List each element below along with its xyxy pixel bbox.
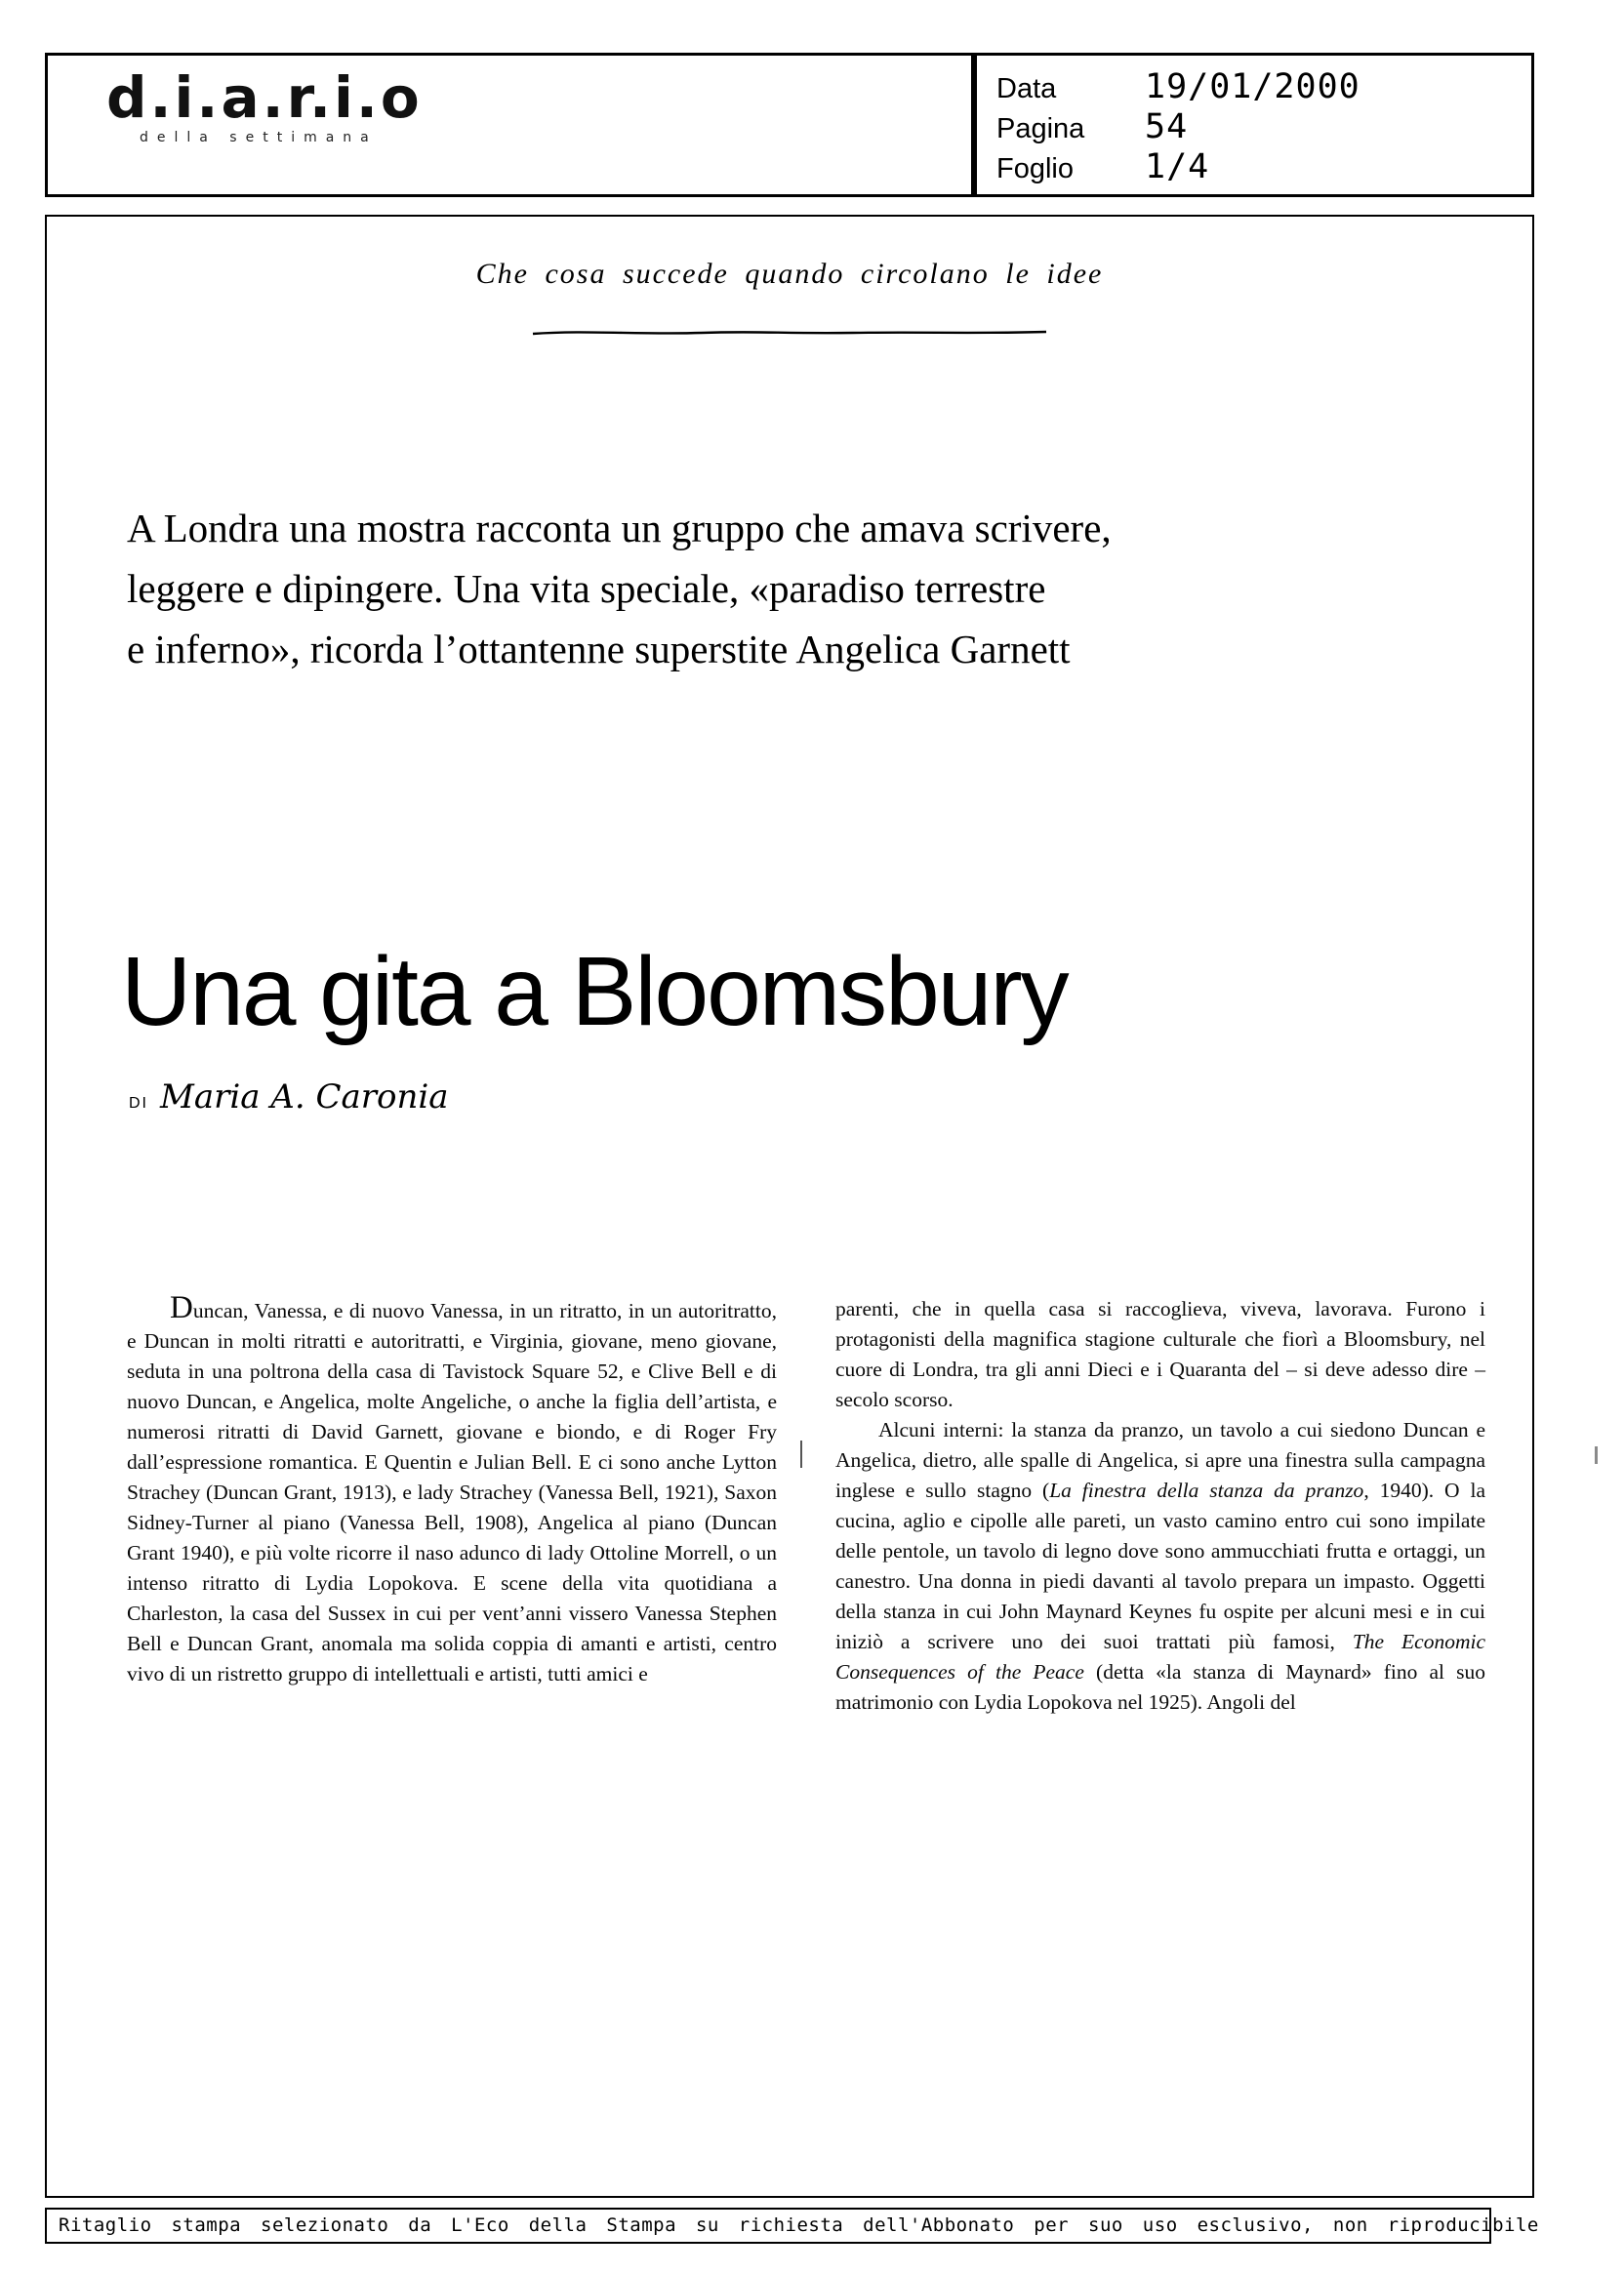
article-paragraph	[835, 1415, 1485, 1718]
standfirst-line-2: leggere e dipingere. Una vita speciale, «paradiso terrestre	[127, 566, 1046, 611]
byline-prefix: DI	[129, 1095, 148, 1112]
diario-logo-subtext: della settimana	[140, 130, 378, 145]
initial-cap: D	[170, 1290, 193, 1325]
standfirst-line-1: A Londra una mostra racconta un gruppo che amava scrivere,	[127, 506, 1112, 550]
paragraph-segment: , 1940). O la cucina, aglio e cipolle alle pareti, un vasto camino entro cui sono impilate delle pentole, un tavolo di legno dove sono ammucchiati frutta e ortaggi, un canestro. Una donna in piedi davanti al tavolo prepara un impasto. Oggetti della stanza in cui John Maynard Keynes fu ospite per alcuni mesi e in cui iniziò a scrivere uno dei suoi trattati più famosi,	[835, 1479, 1485, 1653]
clipping-footer-notice: Ritaglio stampa selezionato da L'Eco della Stampa su richiesta dell'Abbonato per suo uso esclusivo, non riproducibile	[45, 2208, 1491, 2244]
kicker: Che cosa succede quando circolano le idee	[475, 258, 1104, 290]
paragraph-segment: parenti, che in quella casa si raccoglieva, viveva, lavorava. Furono i protagonisti della magnifica stagione culturale che fiorì a Bloomsbury, nel cuore di Londra, tra gli anni Dieci e i Quaranta del – si deve adesso dire – secolo scorso.	[835, 1297, 1485, 1411]
body-column-right	[835, 1294, 1485, 1718]
byline	[129, 1077, 449, 1117]
meta-row-pagina	[996, 107, 1531, 147]
meta-value-data: 19/01/2000	[1145, 67, 1360, 106]
meta-value-foglio: 1/4	[1145, 147, 1210, 186]
masthead-box	[45, 53, 974, 197]
clipping-meta-box	[974, 53, 1534, 197]
paragraph-segment: (detta «la stanza di Maynard» fino al suo matrimonio con Lydia Lopokova nel 1925). Angoli del	[835, 1660, 1486, 1714]
body-column-left	[127, 1290, 777, 1718]
paragraph-segment: Alcuni interni: la stanza da pranzo, un tavolo a cui siedono Duncan e Angelica, dietro, alle spalle di Angelica, si apre una finestra sulla campagna inglese e sullo stagno (	[835, 1418, 1485, 1502]
headline: Una gita a Bloomsbury	[121, 937, 1068, 1046]
paragraph-segment: uncan, Vanessa, e di nuovo Vanessa, in un ritratto, in un autoritratto, e Duncan in molti ritratti e autoritratti, e Virginia, giovane, meno giovane, seduta in una poltrona della casa di Tavistock Square 52, e Clive Bell e di nuovo Duncan, e Angelica, molte Angeliche, o anche la figlia dell’artista, e numerosi ritratti di David Garnett, giovane e biondo, e di Roger Fry dall’espressione romantica. E Quentin e Julian Bell. E ci sono anche Lytton Strachey (Duncan Grant, 1913), e lady Strachey (Vanessa Bell, 1921), Saxon Sidney-Turner al piano (Vanessa Bell, 1908), Angelica al piano (Duncan Grant 1940), e più volte ricorre il naso adunco di lady Ottoline Morrell, o un intenso ritratto di Lydia Lopokova. E scene della vita quotidiana a Charleston, la casa del Sussex in cui per vent’anni vissero Vanessa Stephen Bell e Duncan Grant, anomala ma solida coppia di amanti e artisti, centro vivo di un ristretto gruppo di intellettuali e artisti, tutti amici e	[127, 1299, 777, 1685]
article-paragraph	[127, 1290, 777, 1689]
diario-logo	[106, 64, 423, 145]
scan-mark	[800, 1441, 802, 1468]
diario-logo-text: d.i.a.r.i.o	[106, 64, 423, 131]
meta-label-data: Data	[996, 73, 1057, 104]
article-frame	[45, 215, 1534, 2198]
paragraph-segment: La finestra della stanza da pranzo	[1049, 1479, 1364, 1502]
meta-value-pagina: 54	[1145, 107, 1189, 146]
standfirst-line-3: e inferno», ricorda l’ottantenne superstite Angelica Garnett	[127, 627, 1071, 671]
standfirst	[127, 498, 1435, 679]
meta-label-foglio: Foglio	[996, 153, 1074, 184]
byline-author: Maria A. Caronia	[160, 1077, 449, 1117]
divider-line	[531, 326, 1048, 344]
meta-row-data	[996, 67, 1531, 107]
paragraph-segment: The Economic Consequences of the Peace	[835, 1630, 1485, 1684]
meta-row-foglio	[996, 147, 1531, 187]
article-paragraph	[835, 1294, 1485, 1415]
scan-mark	[1595, 1446, 1598, 1464]
article-body	[127, 1290, 1486, 1718]
meta-label-pagina: Pagina	[996, 113, 1085, 144]
